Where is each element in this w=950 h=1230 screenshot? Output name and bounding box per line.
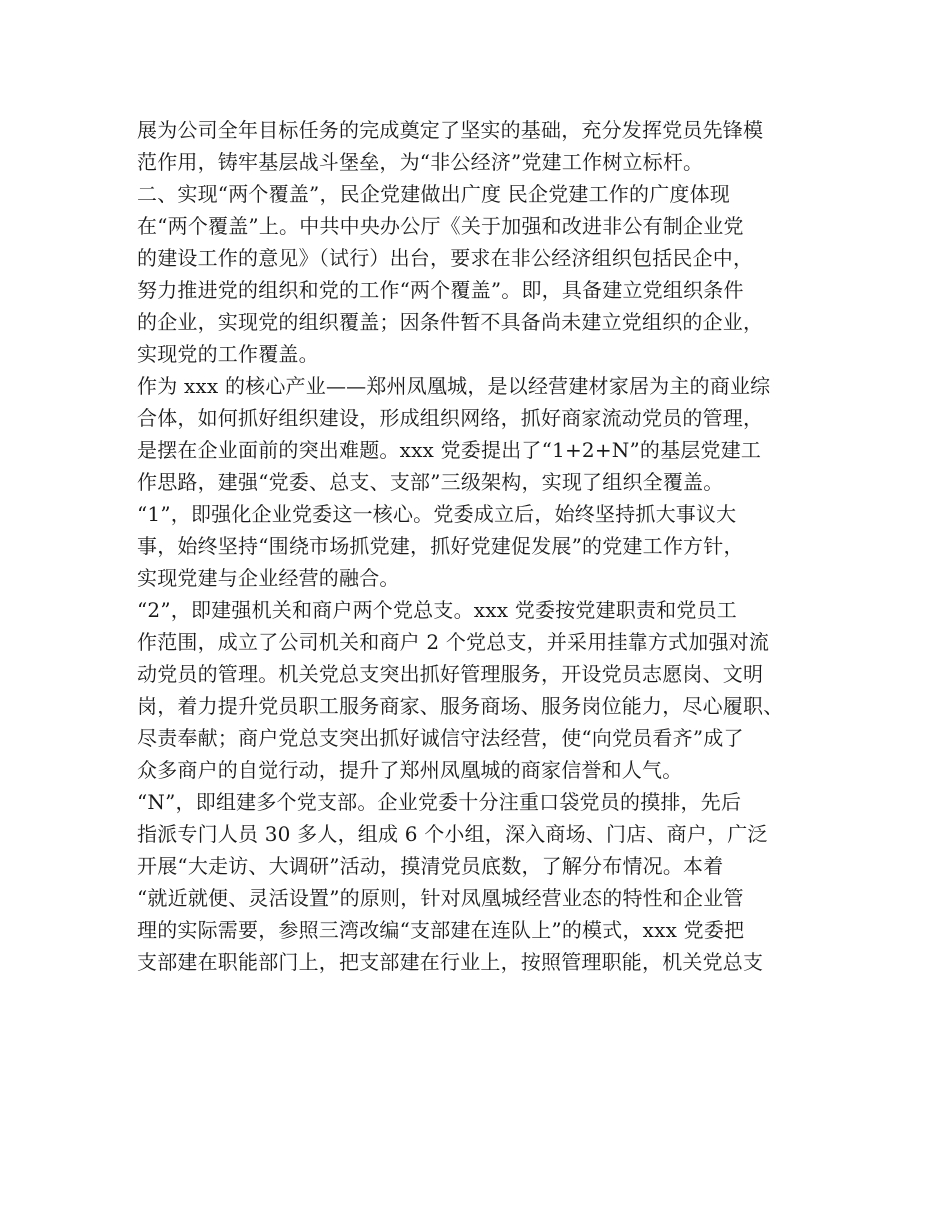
text-line: 合体，如何抓好组织建设，形成组织网络，抓好商家流动党员的管理， [137,406,764,430]
text-line: 岗，着力提升党员职工服务商家、服务商场、服务岗位能力，尽心履职、 [137,694,784,718]
text-line: 的建设工作的意见》（试行）出台，要求在非公经济组织包括民企中， [137,246,754,270]
text-line: 是摆在企业面前的突出难题。xxx 党委提出了“1+2+N”的基层党建工 [137,438,762,462]
text-line: “1”，即强化企业党委这一核心。党委成立后，始终坚持抓大事议大 [137,502,737,526]
text-line: 开展“大走访、大调研”活动，摸清党员底数，了解分布情况。本着 [137,854,724,878]
text-line: “就近就便、灵活设置”的原则，针对凤凰城经营业态的特性和企业管 [137,886,744,910]
text-line: 支部建在职能部门上，把支部建在行业上，按照管理职能，机关党总支 [137,950,764,974]
section-heading-line: 二、实现“两个覆盖”，民企党建做出广度 民企党建工作的广度体现 [137,182,731,206]
text-line: 在“两个覆盖”上。中共中央办公厅《关于加强和改进非公有制企业党 [137,214,744,238]
text-line: 尽责奉献；商户党总支突出抓好诚信守法经营，使“向党员看齐”成了 [137,726,744,750]
text-line: 实现党建与企业经营的融合。 [137,566,400,590]
text-line: 事，始终坚持“围绕市场抓党建，抓好党建促发展”的党建工作方针， [137,534,744,558]
text-line: 范作用，铸牢基层战斗堡垒，为“非公经济”党建工作树立标杆。 [137,150,704,174]
document-body [137,114,837,978]
text-line: “2”，即建强机关和商户两个党总支。xxx 党委按党建职责和党员工 [137,598,737,622]
text-line: “N”，即组建多个党支部。企业党委十分注重口袋党员的摸排，先后 [137,790,742,814]
text-line: 的企业，实现党的组织覆盖；因条件暂不具备尚未建立党组织的企业， [137,310,764,334]
text-line: 作范围，成立了公司机关和商户 2 个党总支，并采用挂靠方式加强对流 [137,630,770,654]
text-line: 展为公司全年目标任务的完成奠定了坚实的基础，充分发挥党员先锋模 [137,118,764,142]
text-line: 动党员的管理。机关党总支突出抓好管理服务，开设党员志愿岗、文明 [137,662,764,686]
text-line: 努力推进党的组织和党的工作“两个覆盖”。即，具备建立党组织条件 [137,278,744,302]
text-line: 众多商户的自觉行动，提升了郑州凤凰城的商家信誉和人气。 [137,758,683,782]
text-line: 作思路，建强“党委、总支、支部”三级架构，实现了组织全覆盖。 [137,470,724,494]
text-line: 指派专门人员 30 多人，组成 6 个小组，深入商场、门店、商户，广泛 [137,822,768,846]
text-line: 作为 xxx 的核心产业——郑州凤凰城，是以经营建材家居为主的商业综 [137,374,771,398]
text-line: 实现党的工作覆盖。 [137,342,319,366]
text-line: 理的实际需要，参照三湾改编“支部建在连队上”的模式，xxx 党委把 [137,918,745,942]
